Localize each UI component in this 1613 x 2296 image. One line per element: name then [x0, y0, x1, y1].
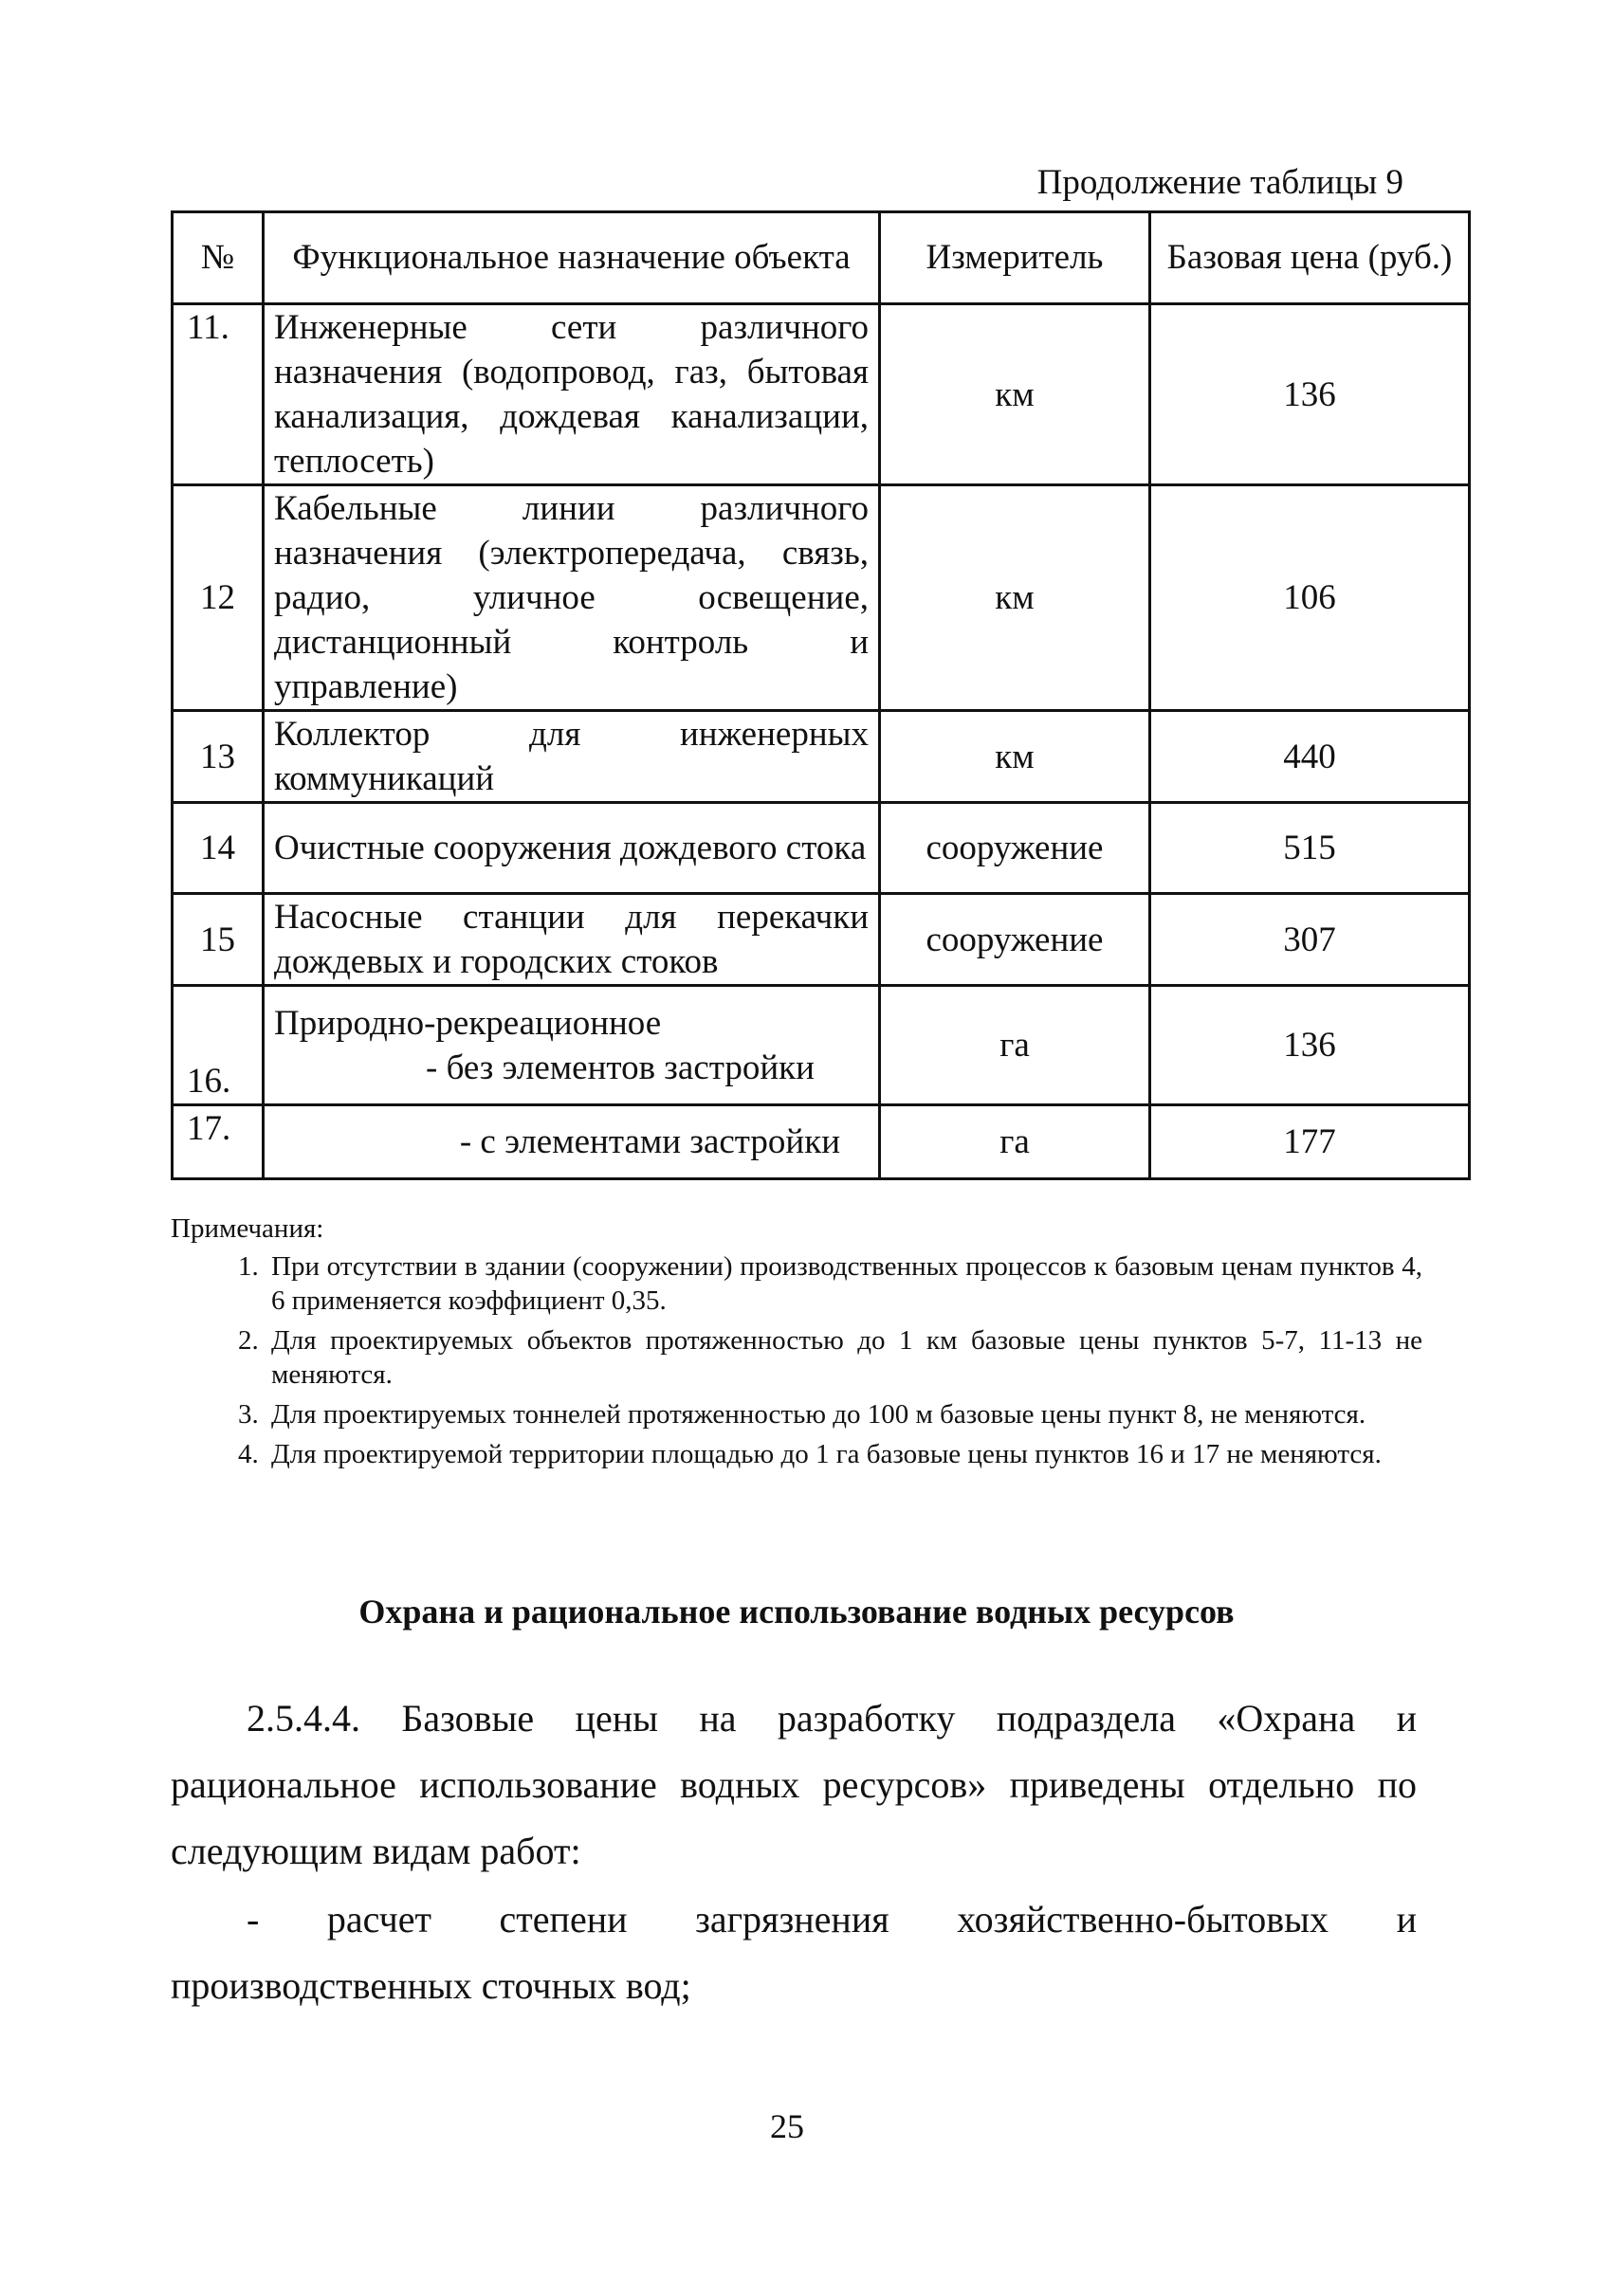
table-caption: Продолжение таблицы 9: [1036, 163, 1403, 202]
row-unit: км: [880, 485, 1150, 711]
table-header-row: [173, 212, 1470, 304]
note-item: 4. Для проектируемой территории площадью до 1 га базовые цены пунктов 16 и 17 не меняются.: [266, 1437, 1422, 1471]
row-number: 14: [173, 803, 264, 894]
row-function-head: Природно-рекреационное: [274, 1003, 662, 1043]
header-price: Базовая цена (руб.): [1150, 212, 1470, 304]
row-price: 515: [1150, 803, 1470, 894]
row-unit: сооружение: [880, 894, 1150, 986]
table-row: [173, 304, 1470, 485]
row-unit: га: [880, 986, 1150, 1105]
page-number: 25: [770, 2107, 804, 2145]
section-title: Охрана и рациональное использование водных ресурсов: [358, 1593, 1235, 1631]
table-row: [173, 803, 1470, 894]
note-item: 2. Для проектируемых объектов протяженностью до 1 км базовые цены пунктов 5-7, 11-13 не меняются.: [266, 1323, 1422, 1392]
row-unit: км: [880, 304, 1150, 485]
row-unit: км: [880, 711, 1150, 803]
notes: [171, 1212, 1422, 1477]
row-number: 13: [173, 711, 264, 803]
table-row: [173, 1105, 1470, 1179]
table-row: [173, 894, 1470, 986]
row-unit: га: [880, 1105, 1150, 1179]
row-number: 12: [173, 485, 264, 711]
paragraph: 2.5.4.4. Базовые цены на разработку подраздела «Охрана и рациональное использование водных ресурсов» приведены отдельно по следующим видам работ:: [171, 1697, 1417, 1872]
row-function: Коллектор для инженерных коммуникаций: [264, 711, 880, 803]
table-row: [173, 485, 1470, 711]
table-row: [173, 711, 1470, 803]
header-function: Функциональное назначение объекта: [264, 212, 880, 304]
row-price: 307: [1150, 894, 1470, 986]
notes-list: [171, 1249, 1422, 1471]
row-number: 15: [173, 894, 264, 986]
list-item: - расчет степени загрязнения хозяйственно-бытовых и производственных сточных вод;: [171, 1898, 1417, 2007]
header-num: №: [173, 212, 264, 304]
note-item: 3. Для проектируемых тоннелей протяженностью до 100 м базовые цены пункт 8, не меняются.: [266, 1397, 1422, 1431]
row-price: 440: [1150, 711, 1470, 803]
row-price: 106: [1150, 485, 1470, 711]
row-price: 177: [1150, 1105, 1470, 1179]
notes-heading: Примечания:: [171, 1213, 324, 1244]
row-unit: сооружение: [880, 803, 1150, 894]
row-number: 17.: [173, 1105, 264, 1179]
row-function: Инженерные сети различного назначения (водопровод, газ, бытовая канализация, дождевая канализации, теплосеть): [264, 304, 880, 485]
row-function: [264, 986, 880, 1105]
table-row: [173, 986, 1470, 1105]
row-price: 136: [1150, 986, 1470, 1105]
header-unit: Измеритель: [880, 212, 1150, 304]
row-number: 16.: [173, 986, 264, 1105]
row-function-sub: - без элементов застройки: [426, 1048, 815, 1087]
row-function: Очистные сооружения дождевого стока: [264, 803, 880, 894]
price-table: [171, 210, 1471, 1180]
note-item: 1. При отсутствии в здании (сооружении) производственных процессов к базовым ценам пунктов 4, 6 применяется коэффициент 0,35.: [266, 1249, 1422, 1318]
row-function: Кабельные линии различного назначения (электропередача, связь, радио, уличное освещение, дистанционный контроль и управление): [264, 485, 880, 711]
row-function: - с элементами застройки: [264, 1105, 880, 1179]
row-function: Насосные станции для перекачки дождевых и городских стоков: [264, 894, 880, 986]
row-number: 11.: [173, 304, 264, 485]
row-price: 136: [1150, 304, 1470, 485]
